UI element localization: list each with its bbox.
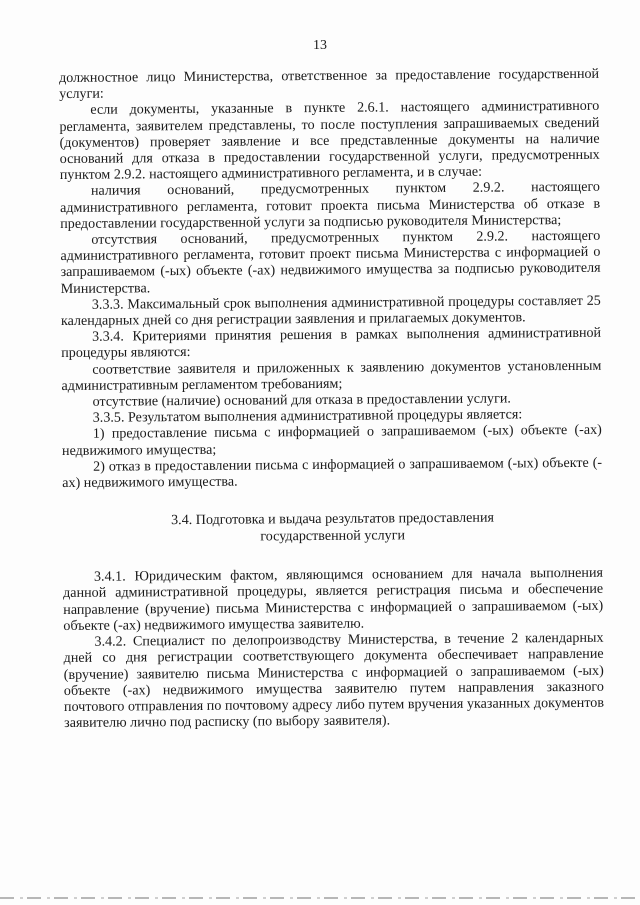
document-body: [59, 66, 604, 732]
paragraph: соответствие заявителя и приложенных к заявлению документов установленным административным регламентом требованиям;: [61, 357, 602, 394]
bottom-paragraphs: [63, 565, 604, 731]
paragraph: отсутствия оснований, предусмотренных пунктом 2.9.2. настоящего административного регламента, готовит проект письма Министерства с информацией о запрашиваемом (-ых) объекте (-ах) недвижимого имущества за подписью руководителя Министерства.: [60, 227, 601, 297]
paragraph: 1) предоставление письма с информацией о запрашиваемом (-ых) объекте (-ах) недвижимого имущества;: [61, 422, 602, 459]
paragraph: 3.4.1. Юридическим фактом, являющимся основанием для начала выполнения данной административной процедуры, является регистрация письма и обеспечение направление (вручение) письма Министерства с информацией о запрашиваемом (-ых) объекте (-ах) недвижимого имущества заявителю.: [63, 565, 604, 634]
paragraph: 2) отказ в предоставлении письма с информацией о запрашиваемом (-ых) объекте (-ах) недвижимого имущества.: [62, 454, 603, 492]
paragraph: 3.3.4. Критериями принятия решения в рамках выполнения административной процедуры являются:: [61, 325, 602, 362]
section-heading-line-2: государственной услуги: [260, 527, 406, 545]
paragraph: отсутствие (наличие) оснований для отказа в предоставлении услуги.: [92, 390, 511, 410]
top-paragraphs: [59, 66, 602, 492]
paragraph: должностное лицо Министерства, ответственное за предоставление государственной услуги:: [59, 65, 600, 103]
paragraph: 3.4.2. Специалист по делопроизводству Министерства, в течение 2 календарных дней со дня регистрации соответствующего документа обеспечивает направление (вручение) заявителю письма Министерства с информацией о запрашиваемом (-ых) объекте (-ах) недвижимого имущества заявителю путем направления заказного почтового отправления по почтовому адресу либо путем вручения указанных документов заявителю лично под расписку (по выбору заявителя).: [63, 629, 605, 732]
page-number: 13: [313, 38, 327, 53]
paragraph: 3.3.3. Максимальный срок выполнения административной процедуры составляет 25 календарных дней со дня регистрации заявления и прилагаемых документов.: [60, 292, 601, 330]
paragraph: если документы, указанные в пункте 2.6.1. настоящего административного регламента, заявителем представлены, то после поступления запрашиваемых сведений (документов) проверяет заявление и все представленные документы на наличие оснований для отказа в предоставлении государственной услуги, предусмотренных пунктом 2.9.2. настоящего административного регламента, и в случае:: [59, 98, 600, 184]
section-heading: [62, 509, 602, 547]
section-heading-line-1: 3.4. Подготовка и выдача результатов предоставления: [171, 509, 495, 529]
paragraph: наличия оснований, предусмотренных пунктом 2.9.2. настоящего административного регламента, готовит проекта письма Министерства об отказе в предоставлении государственной услуги за подписью руководителя Министерства;: [60, 179, 601, 232]
paragraph: 3.3.5. Результатом выполнения административной процедуры является:: [92, 406, 523, 427]
scan-footer-artifact: [0, 897, 640, 899]
